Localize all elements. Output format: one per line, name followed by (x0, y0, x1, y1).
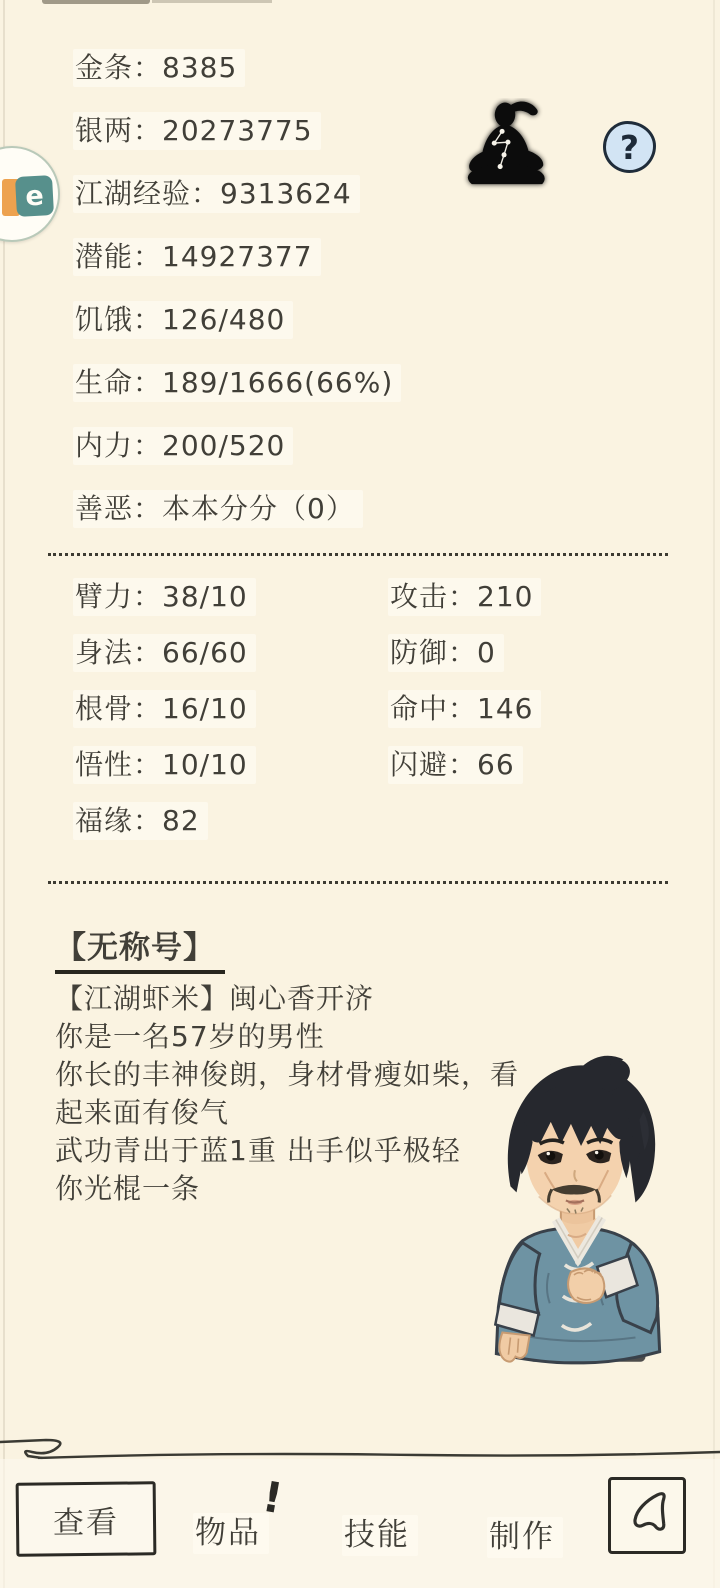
colon: ： (191, 177, 221, 210)
attr-label: 根骨 (75, 692, 134, 725)
meditating-figure-icon[interactable] (462, 98, 550, 198)
attr-label: 臂力 (75, 580, 134, 613)
tab-craft-label: 制作 (487, 1517, 563, 1558)
colon: ： (448, 580, 478, 613)
items-alert-badge: ! (258, 1471, 287, 1524)
colon: ： (133, 636, 163, 669)
attr-value: 66/60 (162, 636, 248, 669)
stat-value: 189/1666(66%) (162, 366, 394, 399)
colon: ： (133, 114, 163, 147)
profile-age-line: 你是一名57岁的男性 (55, 1020, 325, 1053)
attr-value: 146 (477, 692, 534, 725)
overlay-logo-glyph: e (24, 180, 45, 212)
bottom-tab-bar (0, 1459, 720, 1588)
stat-label: 善恶 (75, 492, 134, 525)
stat-label: 饥饿 (75, 303, 134, 336)
attr-value: 0 (477, 636, 496, 669)
scrolled-border-remnant (152, 0, 272, 3)
attr-label: 悟性 (75, 748, 134, 781)
dotted-divider (48, 881, 668, 884)
colon: ： (133, 429, 163, 462)
attr-bone (73, 694, 256, 724)
stat-label: 生命 (75, 366, 134, 399)
tab-craft[interactable] (487, 1511, 563, 1556)
stat-hunger (73, 304, 401, 335)
stat-silver (73, 115, 401, 146)
attr-value: 66 (477, 748, 515, 781)
scrolled-border-remnant (42, 0, 150, 4)
colon: ： (133, 366, 163, 399)
stat-value: 126/480 (162, 303, 286, 336)
stat-label: 内力 (75, 429, 134, 462)
attr-attack (388, 582, 541, 612)
attr-value: 82 (162, 804, 200, 837)
character-avatar (452, 1048, 704, 1368)
stats-list (73, 52, 401, 556)
stat-value: 本本分分（0） (162, 492, 355, 525)
stat-label: 潜能 (75, 240, 134, 273)
attr-fortune (73, 806, 256, 836)
stat-value: 200/520 (162, 429, 286, 462)
attr-label: 身法 (75, 636, 134, 669)
attr-value: 210 (477, 580, 534, 613)
profile-marriage-line: 你光棍一条 (55, 1172, 201, 1205)
colon: ： (133, 804, 163, 837)
stat-value: 8385 (162, 51, 238, 84)
rank-and-name: 【江湖虾米】闽心香开济 (55, 982, 375, 1015)
colon: ： (133, 303, 163, 336)
back-button[interactable] (608, 1477, 686, 1554)
stat-gold (73, 52, 401, 83)
attr-arm-strength (73, 582, 256, 612)
right-page-seam (713, 0, 715, 1588)
attr-value: 10/10 (162, 748, 248, 781)
help-button[interactable] (603, 121, 656, 173)
colon: ： (133, 748, 163, 781)
stat-life (73, 367, 401, 398)
colon: ： (448, 692, 478, 725)
stat-morality (73, 493, 401, 524)
attr-label: 福缘 (75, 804, 134, 837)
colon: ： (448, 636, 478, 669)
stat-jianghu-exp (73, 178, 401, 209)
profile-appearance-line: 你长的丰神俊朗，身材骨瘦如柴，看起来面有俊气 (55, 1058, 520, 1129)
stat-inner-power (73, 430, 401, 461)
tab-skills[interactable] (342, 1509, 418, 1554)
attr-label: 命中 (390, 692, 449, 725)
stat-value: 14927377 (162, 240, 313, 273)
tab-items[interactable] (193, 1507, 269, 1552)
attributes-left-column (73, 582, 256, 862)
profile-martial-line: 武功青出于蓝1重 出手似乎极轻 (55, 1134, 461, 1167)
colon: ： (133, 51, 163, 84)
tab-skills-label: 技能 (342, 1515, 418, 1556)
colon: ： (133, 580, 163, 613)
attr-hit (388, 694, 541, 724)
attr-label: 防御 (390, 636, 449, 669)
colon: ： (133, 692, 163, 725)
attr-value: 16/10 (162, 692, 248, 725)
dotted-divider (48, 553, 668, 556)
stat-value: 9313624 (220, 177, 352, 210)
tab-view-selected[interactable] (16, 1481, 157, 1556)
stat-label: 银两 (75, 114, 134, 147)
stat-label: 江湖经验 (75, 177, 192, 210)
stat-label: 金条 (75, 51, 134, 84)
attr-label: 闪避 (390, 748, 449, 781)
attr-value: 38/10 (162, 580, 248, 613)
tab-view-label: 查看 (52, 1504, 120, 1541)
question-mark-icon: ? (619, 127, 640, 167)
character-title: 【无称号】 (55, 922, 225, 974)
attr-label: 攻击 (390, 580, 449, 613)
tab-items-label: 物品 (193, 1513, 269, 1554)
back-chevron-icon (616, 1485, 678, 1547)
stat-value: 20273775 (162, 114, 313, 147)
attr-defense (388, 638, 541, 668)
colon: ： (133, 240, 163, 273)
attributes-right-column (388, 582, 541, 806)
stat-potential (73, 241, 401, 272)
overlay-logo-icon (15, 175, 54, 217)
colon: ： (133, 492, 163, 525)
attr-dodge (388, 750, 541, 780)
floating-overlay-badge[interactable] (0, 146, 60, 242)
colon: ： (448, 748, 478, 781)
attr-agility (73, 638, 256, 668)
attr-comprehension (73, 750, 256, 780)
